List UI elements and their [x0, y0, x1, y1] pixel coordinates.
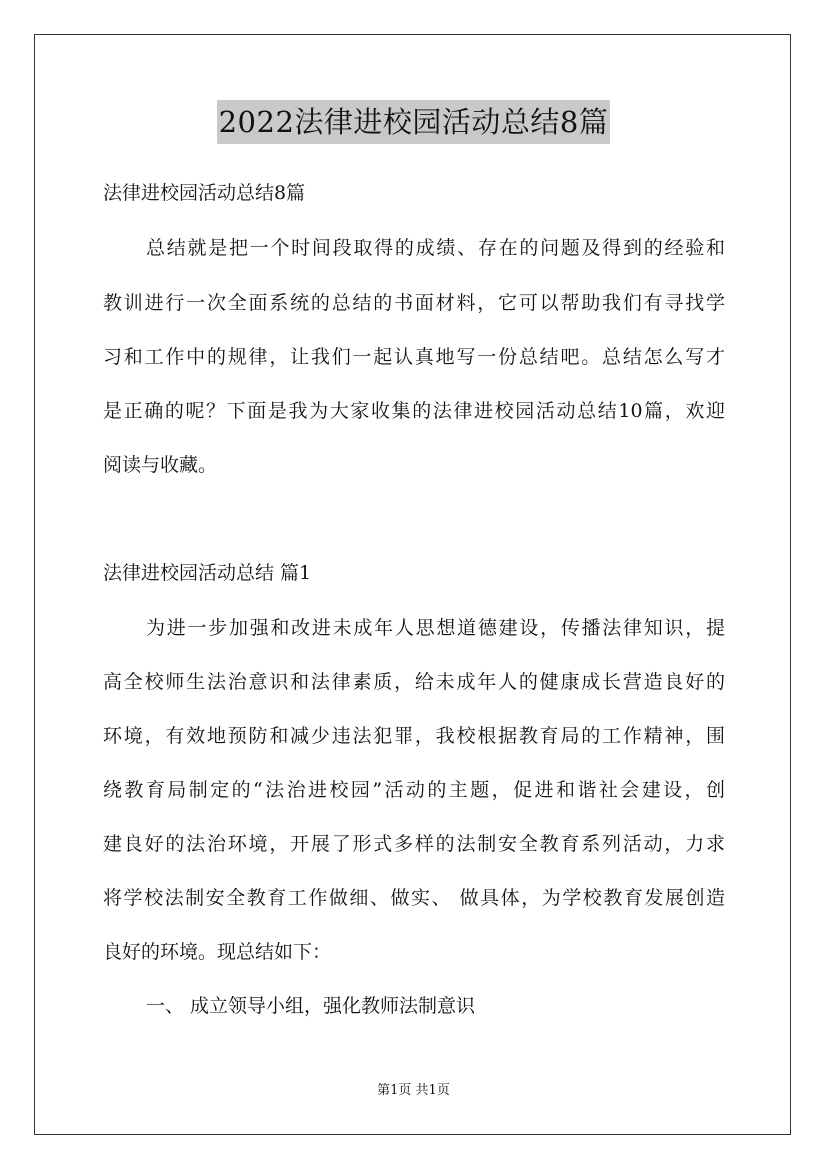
- page-footer: 第1页 共1页: [377, 1083, 450, 1098]
- document-subtitle: 法律进校园活动总结8篇: [103, 182, 306, 204]
- intro-line-3: 习和工作中的规律，让我们一起认真地写一份总结吧。总结怎么写才: [103, 346, 725, 368]
- intro-line-4: 是正确的呢？下面是我为大家收集的法律进校园活动总结10篇，欢迎: [103, 400, 725, 422]
- title-container: [0, 100, 827, 144]
- intro-line-2: 教训进行一次全面系统的总结的书面材料，它可以帮助我们有寻找学: [103, 292, 725, 314]
- section-line-5: 建良好的法治环境，开展了形式多样的法制安全教育系列活动，力求: [103, 833, 725, 855]
- intro-line-5: 阅读与收藏。: [103, 454, 218, 476]
- section-line-3: 环境，有效地预防和减少违法犯罪，我校根据教育局的工作精神，围: [103, 725, 725, 747]
- intro-line-1: 总结就是把一个时间段取得的成绩、存在的问题及得到的经验和: [146, 237, 725, 259]
- section-line-2: 高全校师生法治意识和法律素质，给未成年人的健康成长营造良好的: [103, 671, 725, 693]
- section-line-4: 绕教育局制定的“法治进校园”活动的主题，促进和谐社会建设，创: [103, 779, 725, 801]
- section-heading: 法律进校园活动总结 篇1: [103, 562, 312, 584]
- document-title: 2022法律进校园活动总结8篇: [217, 100, 611, 144]
- point-heading-1: 一、 成立领导小组，强化教师法制意识: [146, 995, 476, 1017]
- section-line-7: 良好的环境。现总结如下：: [103, 941, 332, 963]
- section-line-1: 为进一步加强和改进未成年人思想道德建设，传播法律知识，提: [146, 617, 725, 639]
- section-line-6: 将学校法制安全教育工作做细、做实、 做具体，为学校教育发展创造: [103, 887, 725, 909]
